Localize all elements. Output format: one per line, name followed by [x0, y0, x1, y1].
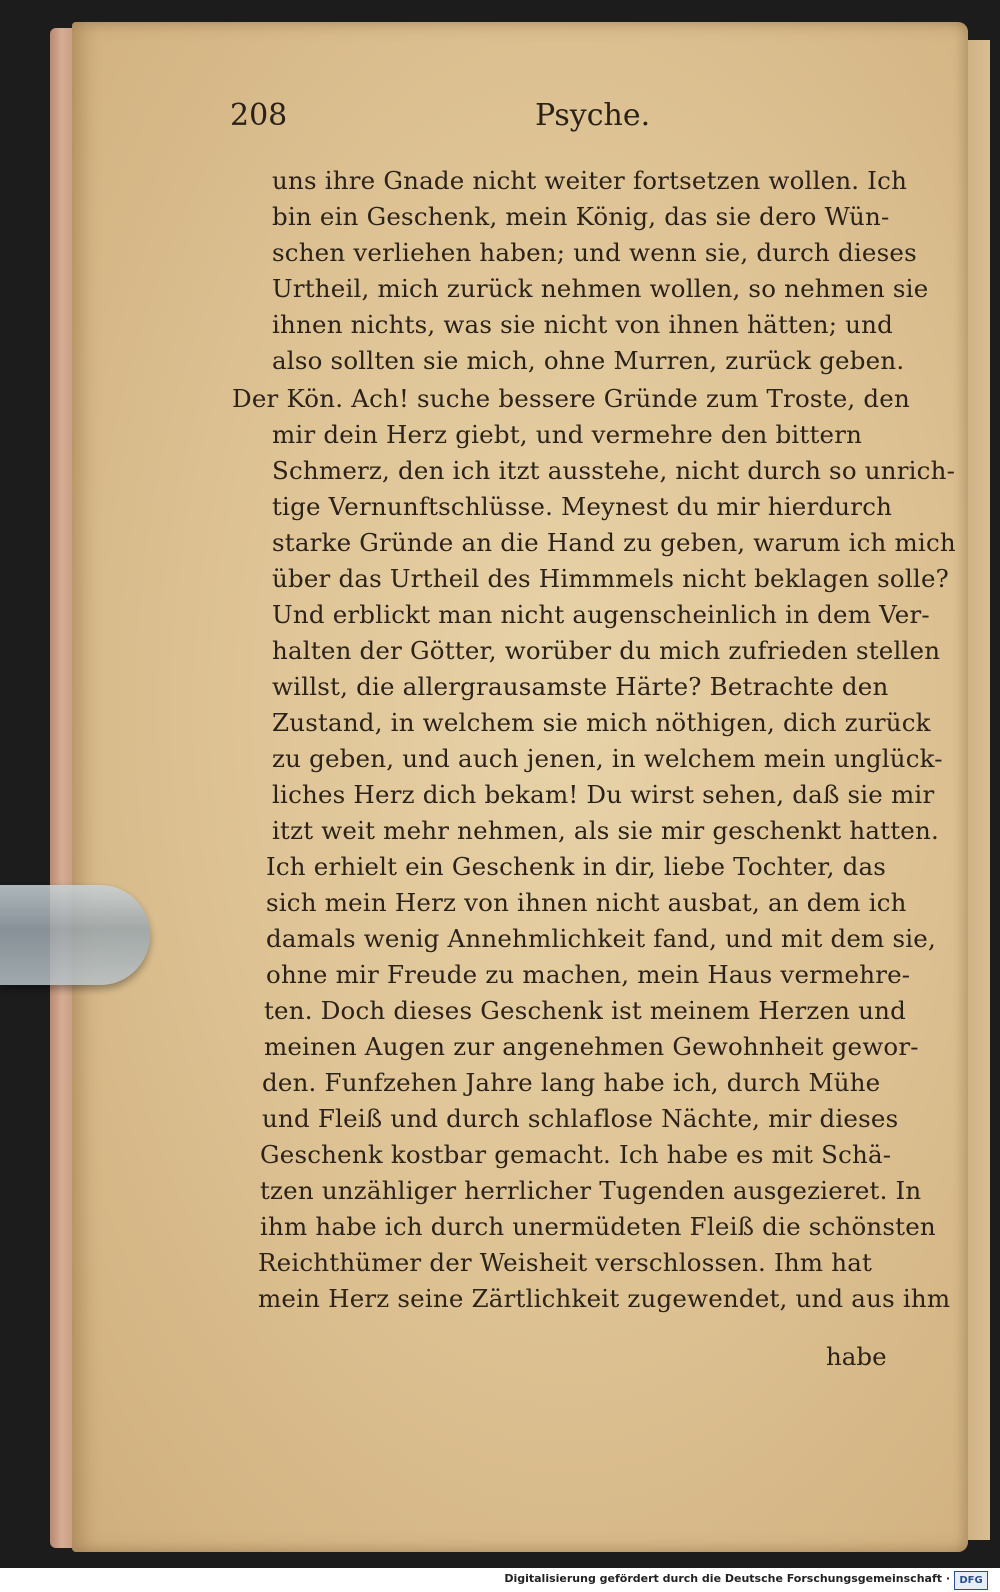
text-line: bin ein Geschenk, mein König, das sie dero Wün-	[272, 202, 890, 231]
text-line: Und erblickt man nicht augenscheinlich in dem Ver-	[272, 600, 930, 629]
text-line: also sollten sie mich, ohne Murren, zurück geben.	[272, 346, 905, 375]
text-line: liches Herz dich bekam! Du wirst sehen, daß sie mir	[272, 780, 935, 809]
text-line: itzt weit mehr nehmen, als sie mir geschenkt hatten.	[272, 816, 939, 845]
text-line: halten der Götter, worüber du mich zufrieden stellen	[272, 636, 941, 665]
text-line: Zustand, in welchem sie mich nöthigen, dich zurück	[272, 708, 931, 737]
text-line: starke Gründe an die Hand zu geben, warum ich mich	[272, 528, 956, 557]
text-line: Geschenk kostbar gemacht. Ich habe es mit Schä-	[260, 1140, 892, 1169]
footer-bar	[0, 1568, 1000, 1592]
text-line: über das Urtheil des Himmmels nicht beklagen solle?	[272, 564, 949, 593]
text-line: zu geben, und auch jenen, in welchem mein unglück-	[272, 744, 943, 773]
text-line: ihnen nichts, was sie nicht von ihnen hätten; und	[272, 310, 894, 339]
text-line: tzen unzähliger herrlicher Tugenden ausgezieret. In	[260, 1176, 922, 1205]
page-clip	[0, 885, 150, 985]
text-line: Ich erhielt ein Geschenk in dir, liebe Tochter, das	[266, 852, 887, 881]
text-line: Urtheil, mich zurück nehmen wollen, so nehmen sie	[272, 274, 929, 303]
text-line: tige Vernunftschlüsse. Meynest du mir hierdurch	[272, 492, 893, 521]
text-line: ten. Doch dieses Geschenk ist meinem Herzen und	[264, 996, 906, 1025]
catchword: habe	[826, 1342, 887, 1371]
text-line: schen verliehen haben; und wenn sie, durch dieses	[272, 238, 917, 267]
text-line: uns ihre Gnade nicht weiter fortsetzen wollen. Ich	[272, 166, 908, 195]
text-line: meinen Augen zur angenehmen Gewohnheit gewor-	[264, 1032, 919, 1061]
text-line: damals wenig Annehmlichkeit fand, und mit dem sie,	[266, 924, 936, 953]
text-line: und Fleiß und durch schlaflose Nächte, mir dieses	[262, 1104, 899, 1133]
text-line: willst, die allergrausamste Härte? Betrachte den	[272, 672, 889, 701]
text-line: mein Herz seine Zärtlichkeit zugewendet, und aus ihm	[258, 1284, 951, 1313]
dfg-logo: DFG	[954, 1571, 988, 1590]
footer-credit: Digitalisierung gefördert durch die Deutsche Forschungsgemeinschaft ·	[504, 1572, 950, 1585]
text-line: Schmerz, den ich itzt ausstehe, nicht durch so unrich-	[272, 456, 956, 485]
running-title: Psyche.	[535, 98, 651, 133]
page-number: 208	[230, 98, 288, 133]
text-line: den. Funfzehen Jahre lang habe ich, durch Mühe	[262, 1068, 881, 1097]
text-line: ihm habe ich durch unermüdeten Fleiß die schönsten	[260, 1212, 936, 1241]
page-header	[230, 98, 660, 138]
text-line: sich mein Herz von ihnen nicht ausbat, an dem ich	[266, 888, 907, 917]
text-line: mir dein Herz giebt, und vermehre den bittern	[272, 420, 863, 449]
text-line: ohne mir Freude zu machen, mein Haus vermehre-	[266, 960, 911, 989]
text-line: Reichthümer der Weisheit verschlossen. Ihm hat	[258, 1248, 873, 1277]
text-line: Der Kön. Ach! suche bessere Gründe zum Troste, den	[232, 384, 910, 413]
